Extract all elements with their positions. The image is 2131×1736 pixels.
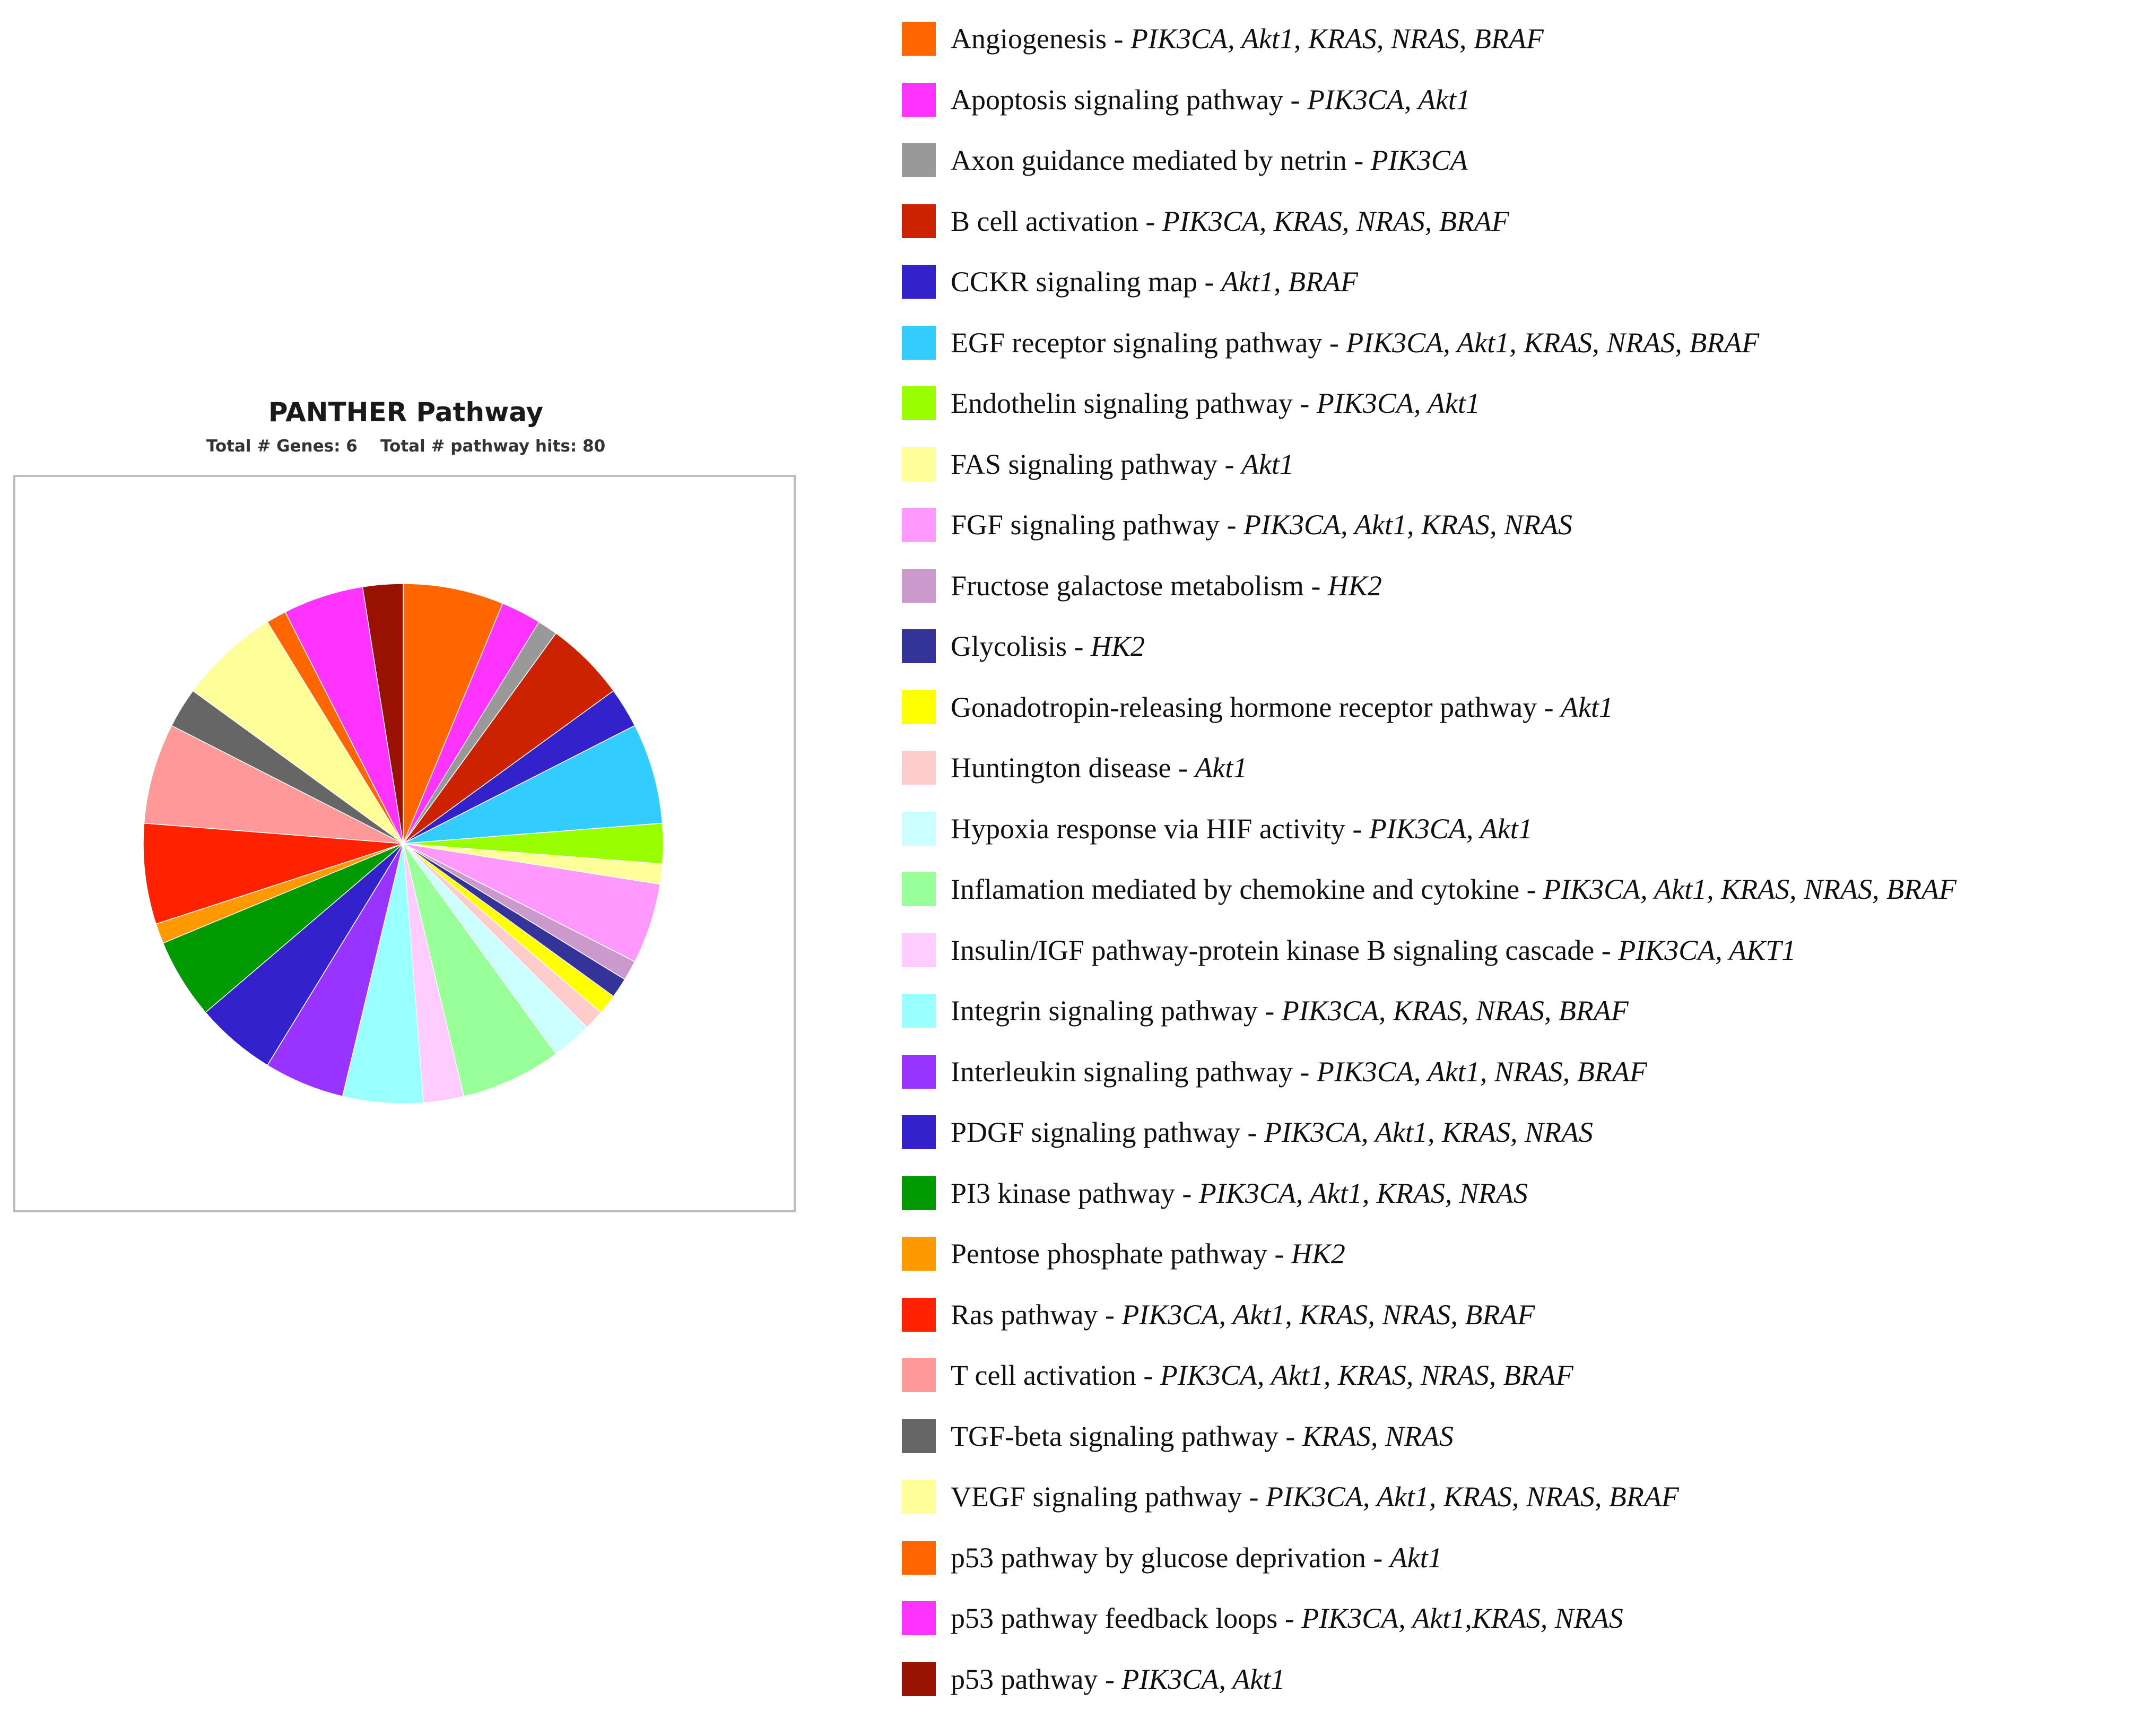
legend-pathway-name: Fructose galactose metabolism	[951, 569, 1304, 602]
legend-item	[902, 1235, 1345, 1272]
legend-separator: -	[1197, 266, 1221, 298]
legend-swatch	[902, 143, 936, 177]
legend-pathway-name: Endothelin signaling pathway	[951, 387, 1293, 419]
legend-genes: Akt1, BRAF	[1221, 266, 1358, 298]
legend-separator: -	[1106, 23, 1130, 55]
legend-label	[951, 83, 1471, 116]
legend-swatch	[902, 933, 936, 967]
legend-label	[951, 508, 1572, 541]
legend-label	[951, 751, 1247, 784]
legend-genes: PIK3CA, Akt1, NRAS, BRAF	[1316, 1055, 1647, 1088]
legend-genes: PIK3CA, Akt1, KRAS, NRAS, BRAF	[1543, 873, 1957, 905]
legend-item	[902, 1600, 1623, 1637]
legend-swatch	[902, 1176, 936, 1210]
legend-separator: -	[1292, 387, 1317, 419]
legend-item	[902, 203, 1509, 240]
legend-genes: PIK3CA, Akt1	[1369, 812, 1533, 845]
legend-item	[902, 932, 1796, 969]
legend-item	[902, 1296, 1535, 1333]
legend-pathway-name: PI3 kinase pathway	[951, 1177, 1175, 1209]
legend-item	[902, 810, 1533, 847]
legend-pathway-name: Axon guidance mediated by netrin	[951, 144, 1347, 176]
legend-swatch	[902, 994, 936, 1028]
legend-label	[951, 1237, 1345, 1270]
legend-label	[951, 205, 1509, 238]
legend-swatch	[902, 265, 936, 299]
legend-genes: Akt1	[1561, 691, 1614, 723]
legend-label	[951, 1177, 1528, 1210]
legend-label	[951, 630, 1145, 663]
legend-label	[951, 934, 1796, 967]
legend-item	[902, 1053, 1647, 1090]
legend-separator: -	[1241, 1481, 1266, 1513]
legend-separator: -	[1303, 569, 1328, 602]
legend-swatch	[902, 629, 936, 663]
legend-pathway-name: Inflamation mediated by chemokine and cytokine	[951, 873, 1520, 905]
legend-label	[951, 448, 1294, 481]
legend-item	[902, 1539, 1442, 1576]
legend-genes: PIK3CA	[1370, 144, 1468, 176]
legend-swatch	[902, 1480, 936, 1514]
legend-swatch	[902, 204, 936, 238]
legend-genes: Akt1	[1241, 448, 1294, 480]
legend-separator: -	[1292, 1055, 1317, 1088]
legend-item	[902, 871, 1956, 908]
legend-item	[902, 263, 1358, 300]
legend-item	[902, 628, 1145, 665]
legend-item	[902, 567, 1382, 604]
legend-genes: PIK3CA, Akt1,KRAS, NRAS	[1301, 1602, 1623, 1634]
legend-swatch	[902, 1541, 936, 1575]
legend-label	[951, 144, 1468, 177]
legend-item	[902, 1357, 1573, 1394]
legend-swatch	[902, 1662, 936, 1696]
legend-swatch	[902, 386, 936, 420]
legend-pathway-name: Gonadotropin-releasing hormone receptor pathway	[951, 691, 1537, 723]
legend-item	[902, 324, 1759, 361]
legend-label	[951, 22, 1544, 55]
legend-genes: Akt1	[1389, 1541, 1442, 1574]
legend-pathway-name: Huntington disease	[951, 752, 1171, 784]
legend-pathway-name: Hypoxia response via HIF activity	[951, 812, 1345, 845]
legend-genes: PIK3CA, Akt1	[1316, 387, 1480, 419]
legend-item	[902, 385, 1480, 422]
legend-item	[902, 81, 1471, 118]
legend-separator: -	[1277, 1602, 1302, 1634]
legend-label	[951, 265, 1358, 298]
legend-label	[951, 873, 1956, 906]
legend-label	[951, 1663, 1285, 1696]
legend-separator: -	[1098, 1663, 1122, 1695]
legend-pathway-name: VEGF signaling pathway	[951, 1481, 1242, 1513]
legend-label	[951, 1359, 1573, 1392]
chart-subtitle: Total # Genes: 6 Total # pathway hits: 80	[206, 437, 606, 456]
legend-item	[902, 1418, 1454, 1455]
legend-label	[951, 1298, 1535, 1331]
legend-label	[951, 1116, 1593, 1149]
legend-swatch	[902, 751, 936, 785]
legend-swatch	[902, 812, 936, 846]
legend-pathway-name: Integrin signaling pathway	[951, 995, 1258, 1027]
legend-swatch	[902, 1419, 936, 1453]
legend-genes: PIK3CA, Akt1, KRAS, NRAS, BRAF	[1130, 23, 1544, 55]
legend-pathway-name: Insulin/IGF pathway-protein kinase B signaling cascade	[951, 934, 1595, 966]
legend-separator: -	[1365, 1541, 1390, 1574]
legend-pathway-name: EGF receptor signaling pathway	[951, 326, 1323, 359]
legend-genes: PIK3CA, Akt1, KRAS, NRAS, BRAF	[1160, 1359, 1573, 1391]
legend-item	[902, 1478, 1679, 1515]
legend-separator: -	[1345, 812, 1369, 845]
legend-swatch	[902, 1298, 936, 1332]
legend-genes: PIK3CA, Akt1, KRAS, NRAS	[1198, 1177, 1528, 1209]
legend-pathway-name: Interleukin signaling pathway	[951, 1055, 1293, 1088]
legend-separator: -	[1537, 691, 1561, 723]
legend-swatch	[902, 569, 936, 603]
legend-pathway-name: p53 pathway	[951, 1663, 1098, 1695]
legend-item	[902, 749, 1247, 786]
legend-separator: -	[1171, 752, 1195, 784]
legend-item	[902, 992, 1629, 1029]
legend-swatch	[902, 83, 936, 117]
legend-swatch	[902, 447, 936, 481]
legend-separator: -	[1098, 1298, 1122, 1331]
legend-genes: PIK3CA, KRAS, NRAS, BRAF	[1281, 995, 1629, 1027]
legend-item	[902, 1175, 1528, 1212]
legend-genes: PIK3CA, Akt1, KRAS, NRAS, BRAF	[1265, 1481, 1679, 1513]
legend-separator: -	[1283, 83, 1307, 116]
legend-swatch	[902, 1237, 936, 1271]
legend-pathway-name: Apoptosis signaling pathway	[951, 83, 1283, 116]
legend-separator: -	[1278, 1420, 1302, 1452]
legend-genes: PIK3CA, Akt1, KRAS, NRAS	[1264, 1116, 1593, 1148]
legend-separator: -	[1138, 205, 1162, 237]
legend-separator: -	[1220, 509, 1243, 541]
legend-pathway-name: FAS signaling pathway	[951, 448, 1217, 480]
legend-separator: -	[1240, 1116, 1264, 1148]
legend-item	[902, 142, 1468, 179]
legend-genes: KRAS, NRAS	[1302, 1420, 1454, 1452]
legend-separator: -	[1322, 326, 1346, 359]
legend-item	[902, 446, 1294, 483]
legend-item	[902, 506, 1572, 543]
legend-genes: PIK3CA, Akt1, KRAS, NRAS	[1243, 509, 1572, 541]
legend-pathway-name: FGF signaling pathway	[951, 509, 1220, 541]
legend-pathway-name: CCKR signaling map	[951, 266, 1198, 298]
legend-genes: PIK3CA, Akt1	[1121, 1663, 1285, 1695]
legend-genes: HK2	[1291, 1238, 1345, 1270]
legend-genes: HK2	[1327, 569, 1382, 602]
legend-label	[951, 994, 1629, 1027]
legend-label	[951, 1480, 1679, 1513]
legend-pathway-name: p53 pathway feedback loops	[951, 1602, 1278, 1634]
legend-genes: PIK3CA, Akt1, KRAS, NRAS, BRAF	[1346, 326, 1760, 359]
legend-label	[951, 812, 1533, 845]
legend-item	[902, 1661, 1285, 1698]
legend-separator: -	[1594, 934, 1619, 966]
legend-item	[902, 689, 1613, 726]
legend-separator: -	[1217, 448, 1241, 480]
legend-swatch	[902, 690, 936, 724]
legend-item	[902, 20, 1544, 57]
legend-swatch	[902, 508, 936, 542]
legend-pathway-name: PDGF signaling pathway	[951, 1116, 1240, 1148]
legend-separator: -	[1267, 1238, 1291, 1270]
legend-label	[951, 1055, 1647, 1088]
legend-separator: -	[1257, 995, 1282, 1027]
legend-label	[951, 1602, 1623, 1635]
legend-label	[951, 387, 1480, 420]
legend-swatch	[902, 22, 936, 56]
legend-pathway-name: T cell activation	[951, 1359, 1136, 1391]
legend-swatch	[902, 1115, 936, 1149]
legend-genes: PIK3CA, Akt1, KRAS, NRAS, BRAF	[1121, 1298, 1535, 1331]
legend-genes: Akt1	[1195, 752, 1248, 784]
legend-swatch	[902, 326, 936, 360]
legend-pathway-name: p53 pathway by glucose deprivation	[951, 1541, 1366, 1574]
legend-separator: -	[1175, 1177, 1199, 1209]
legend-genes: PIK3CA, KRAS, NRAS, BRAF	[1162, 205, 1509, 237]
legend-label	[951, 1541, 1442, 1574]
chart-title: PANTHER Pathway	[268, 397, 544, 428]
legend-label	[951, 1420, 1454, 1453]
legend-pathway-name: B cell activation	[951, 205, 1138, 237]
legend-pathway-name: Glycolisis	[951, 630, 1067, 662]
legend-pathway-name: TGF-beta signaling pathway	[951, 1420, 1278, 1452]
legend-swatch	[902, 1601, 936, 1635]
legend-separator: -	[1346, 144, 1371, 176]
legend-label	[951, 569, 1382, 602]
legend-pathway-name: Ras pathway	[951, 1298, 1098, 1331]
legend-separator: -	[1519, 873, 1544, 905]
legend-separator: -	[1067, 630, 1091, 662]
legend-swatch	[902, 1055, 936, 1089]
legend-genes: HK2	[1091, 630, 1145, 662]
legend-separator: -	[1136, 1359, 1160, 1391]
legend-genes: PIK3CA, Akt1	[1307, 83, 1471, 116]
legend-swatch	[902, 1358, 936, 1392]
legend-genes: PIK3CA, AKT1	[1618, 934, 1796, 966]
legend-label	[951, 326, 1759, 359]
legend-swatch	[902, 872, 936, 906]
legend-label	[951, 691, 1613, 724]
legend-item	[902, 1114, 1593, 1151]
legend-pathway-name: Pentose phosphate pathway	[951, 1238, 1267, 1270]
legend-pathway-name: Angiogenesis	[951, 23, 1107, 55]
